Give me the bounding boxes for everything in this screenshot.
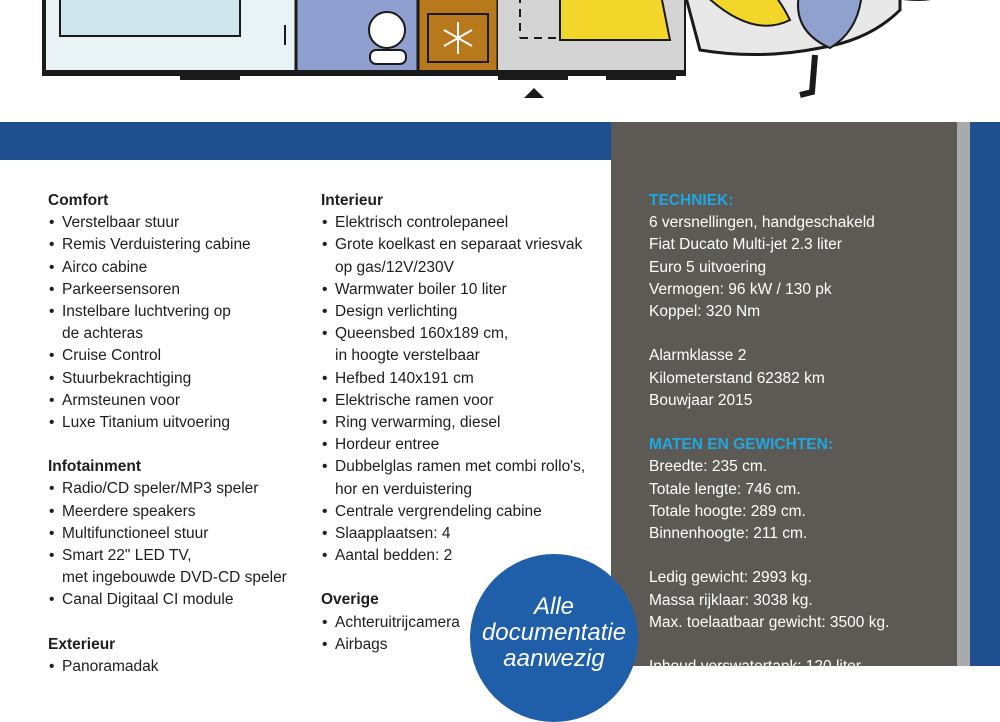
spec-line: Breedte: 235 cm. <box>649 458 768 476</box>
spec-line: Binnenhoogte: 211 cm. <box>649 525 808 543</box>
list-item: • Remis Verduistering cabine <box>48 234 298 256</box>
section-heading-overige: Overige <box>321 591 379 609</box>
panel-edge-strip <box>957 122 971 666</box>
entrance-arrow-icon <box>524 88 544 98</box>
maten-heading: MATEN EN GEWICHTEN: <box>649 436 833 454</box>
spec-line: Kilometerstand 62382 km <box>649 369 825 387</box>
comfort-list <box>48 212 298 434</box>
list-item: • Ring verwarming, diesel <box>321 412 606 434</box>
list-item: • Elektrische ramen voor <box>321 390 606 412</box>
list-item: • Armsteunen voor <box>48 390 298 412</box>
spec-line: 6 versnellingen, handgeschakeld <box>649 214 875 232</box>
list-item: • Smart 22" LED TV, met ingebouwde DVD-CD speler <box>48 545 298 589</box>
spacer <box>649 545 959 567</box>
list-item: • Centrale vergrendeling cabine <box>321 501 606 523</box>
list-item: • Parkeersensoren <box>48 279 298 301</box>
list-item: • Panoramadak <box>48 656 298 678</box>
list-item: • Multifunctioneel stuur <box>48 523 298 545</box>
list-item: • Hefbed 140x191 cm <box>321 368 606 390</box>
list-item: • Queensbed 160x189 cm, in hoogte verstelbaar <box>321 323 606 367</box>
list-item: • Elektrisch controlepaneel <box>321 212 606 234</box>
spec-line: Ledig gewicht: 2993 kg. <box>649 569 812 587</box>
tech-specs <box>649 190 959 678</box>
list-item: • Luxe Titanium uitvoering <box>48 412 298 434</box>
side-mirror <box>800 55 815 95</box>
section-heading-exterieur: Exterieur <box>48 635 116 653</box>
spec-line: Euro 5 uitvoering <box>649 258 767 276</box>
list-item: • Cruise Control <box>48 345 298 367</box>
list-item: • Radio/CD speler/MP3 speler <box>48 478 298 500</box>
spacer <box>649 634 959 656</box>
exterieur-list <box>48 656 298 678</box>
section-heading-interieur: Interieur <box>321 192 384 209</box>
techniek-heading: TECHNIEK: <box>649 192 734 209</box>
section-heading-infotainment: Infotainment <box>48 458 141 476</box>
spec-line: Totale lengte: 746 cm. <box>649 480 801 498</box>
list-item: • Instelbare luchtvering op de achteras <box>48 301 298 345</box>
list-item: • Airco cabine <box>48 257 298 279</box>
list-item: • Stuurbekrachtiging <box>48 368 298 390</box>
section-heading-comfort: Comfort <box>48 192 109 209</box>
list-item: • Dubbelglas ramen met combi rollo's, hor en verduistering <box>321 456 606 500</box>
spec-line: Alarmklasse 2 <box>649 347 747 365</box>
camper-floorplan-illustration <box>0 0 1000 122</box>
right-blue-strip <box>970 122 1000 666</box>
list-item: • Grote koelkast en separaat vriesvak op gas/12V/230V <box>321 234 606 278</box>
cabin-seat <box>560 0 670 40</box>
spec-line: Bouwjaar 2015 <box>649 391 753 409</box>
interieur-list <box>321 212 606 567</box>
documentation-badge <box>470 554 638 722</box>
list-item: • Verstelbaar stuur <box>48 212 298 234</box>
spec-line: Totale hoogte: 289 cm. <box>649 502 806 520</box>
infotainment-list <box>48 478 298 611</box>
spacer <box>649 323 959 345</box>
spec-line: Vermogen: 96 kW / 130 pk <box>649 280 832 298</box>
toilet-icon <box>369 12 405 48</box>
list-item: • Airbags <box>321 634 606 656</box>
vehicle-cab <box>684 0 952 95</box>
spacer <box>649 412 959 434</box>
spec-line: Max. toelaatbaar gewicht: 3500 kg. <box>649 613 890 631</box>
list-item: • Hordeur entree <box>321 434 606 456</box>
spec-line: Koppel: 320 Nm <box>649 303 761 321</box>
spec-line: Fiat Ducato Multi-jet 2.3 liter <box>649 236 842 254</box>
features-column-left <box>48 190 298 700</box>
list-item: • Design verlichting <box>321 301 606 323</box>
list-item: • Meerdere speakers <box>48 501 298 523</box>
list-item: • Canal Digitaal CI module <box>48 589 298 611</box>
floorplan-body <box>44 0 684 98</box>
list-item: • Warmwater boiler 10 liter <box>321 279 606 301</box>
spec-line: Inhoud verswatertank: 120 liter <box>649 658 861 676</box>
list-item: • Aantal bedden: 2 <box>321 545 606 567</box>
list-item: • Achteruitrijcamera <box>321 612 606 634</box>
list-item: • Slaapplaatsen: 4 <box>321 523 606 545</box>
badge-line: documentatie <box>481 619 627 646</box>
badge-line: Alle <box>533 593 575 620</box>
spec-line: Massa rijklaar: 3038 kg. <box>649 591 813 609</box>
badge-line: aanwezig <box>503 645 605 672</box>
